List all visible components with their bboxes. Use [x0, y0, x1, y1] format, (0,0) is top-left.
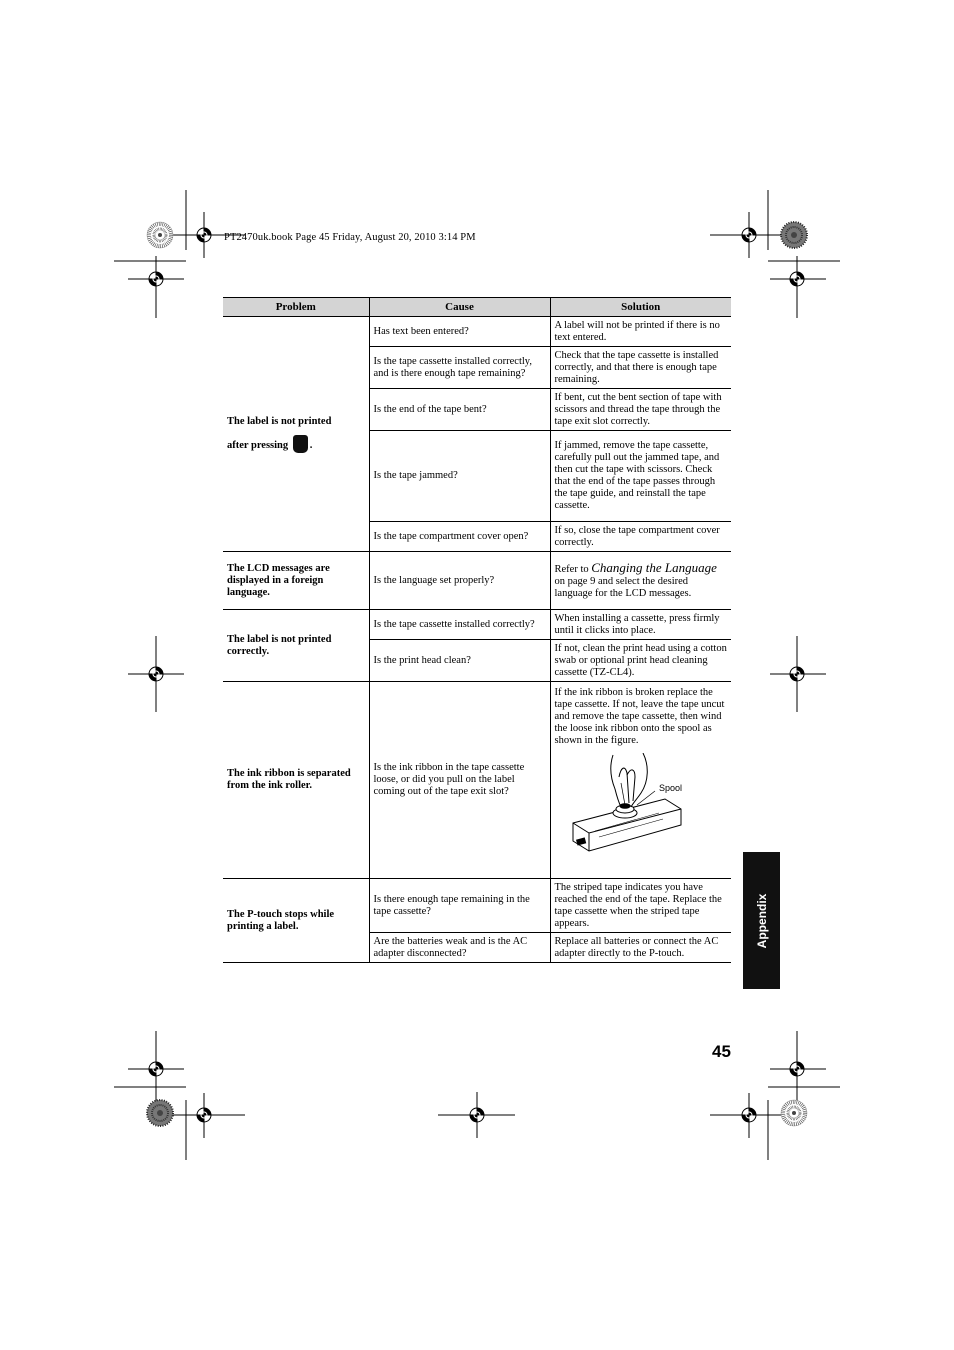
- table-header-row: [223, 298, 731, 317]
- problem-line: [227, 435, 365, 453]
- problem-lcd-language: The LCD messages are displayed in a foreign language.: [223, 552, 369, 610]
- print-key-icon: [293, 435, 308, 453]
- table-row: [223, 317, 731, 347]
- cause-cell: Are the batteries weak and is the AC adapter disconnected?: [369, 933, 550, 963]
- cause-cell: Is the tape cassette installed correctly, and is there enough tape remaining?: [369, 347, 550, 389]
- table-row: [223, 552, 731, 610]
- page-number: 45: [712, 1042, 731, 1061]
- cause-cell: Is the tape jammed?: [369, 431, 550, 522]
- cause-cell: Is the ink ribbon in the tape cassette loose, or did you pull on the label coming out of the tape exit slot?: [369, 682, 550, 879]
- table-row: [223, 682, 731, 879]
- cause-cell: Is the print head clean?: [369, 640, 550, 682]
- solution-prefix: Refer to: [554, 563, 592, 575]
- troubleshooting-table: [223, 297, 731, 963]
- table-row: [223, 610, 731, 640]
- print-header: PT2470uk.book Page 45 Friday, August 20, 2010 3:14 PM: [224, 232, 476, 243]
- spool-figure: [555, 753, 725, 873]
- solution-suffix: on page 9 and select the desired language for the LCD messages.: [554, 575, 692, 599]
- solution-cell: If bent, cut the bent section of tape with scissors and thread the tape through the tape exit slot correctly.: [550, 389, 731, 431]
- section-tab: [743, 852, 780, 989]
- cause-cell: Is the tape compartment cover open?: [369, 522, 550, 552]
- solution-cell: The striped tape indicates you have reached the end of the tape. Replace the tape cassette when the striped tape appears.: [550, 879, 731, 933]
- section-tab-label: Appendix: [754, 893, 769, 948]
- problem-line-text: after pressing: [227, 439, 289, 451]
- cause-cell: Has text been entered?: [369, 317, 550, 347]
- problem-line-end: .: [309, 439, 313, 451]
- problem-ptouch-stops: The P-touch stops while printing a label.: [223, 879, 369, 963]
- solution-text: If the ink ribbon is broken replace the tape cassette. If not, leave the tape uncut and remove the tape cassette, then wind the loose ink ribbon onto the spool as shown in the figure.: [554, 687, 725, 746]
- solution-cell: Replace all batteries or connect the AC adapter directly to the P-touch.: [550, 933, 731, 963]
- solution-cell: [550, 682, 731, 879]
- solution-cell: If jammed, remove the tape cassette, carefully pull out the jammed tape, and then cut the tape with scissors. Check that the end of the tape passes through the tape guide, and reinstall the tape cassette.: [550, 431, 731, 522]
- problem-not-correct: The label is not printed correctly.: [223, 610, 369, 682]
- solution-cell: Check that the tape cassette is installed correctly, and that there is enough tape remaining.: [550, 347, 731, 389]
- solution-cell: [550, 552, 731, 610]
- cause-cell: Is the tape cassette installed correctly?: [369, 610, 550, 640]
- cause-cell: Is the end of the tape bent?: [369, 389, 550, 431]
- header-cause: Cause: [369, 298, 550, 317]
- cause-cell: Is there enough tape remaining in the tape cassette?: [369, 879, 550, 933]
- problem-not-printed: [223, 317, 369, 552]
- solution-cell: A label will not be printed if there is no text entered.: [550, 317, 731, 347]
- table-row: [223, 879, 731, 933]
- problem-line: The label is not printed: [227, 415, 332, 427]
- header-problem: Problem: [223, 298, 369, 317]
- cause-cell: Is the language set properly?: [369, 552, 550, 610]
- spool-label: Spool: [658, 783, 682, 793]
- solution-cell: If not, clean the print head using a cotton swab or optional print head cleaning cassette (TZ-CL4).: [550, 640, 731, 682]
- problem-ink-ribbon: The ink ribbon is separated from the ink roller.: [223, 682, 369, 879]
- solution-cell: If so, close the tape compartment cover correctly.: [550, 522, 731, 552]
- solution-cell: When installing a cassette, press firmly until it clicks into place.: [550, 610, 731, 640]
- header-solution: Solution: [550, 298, 731, 317]
- solution-reference: Changing the Language: [591, 559, 717, 575]
